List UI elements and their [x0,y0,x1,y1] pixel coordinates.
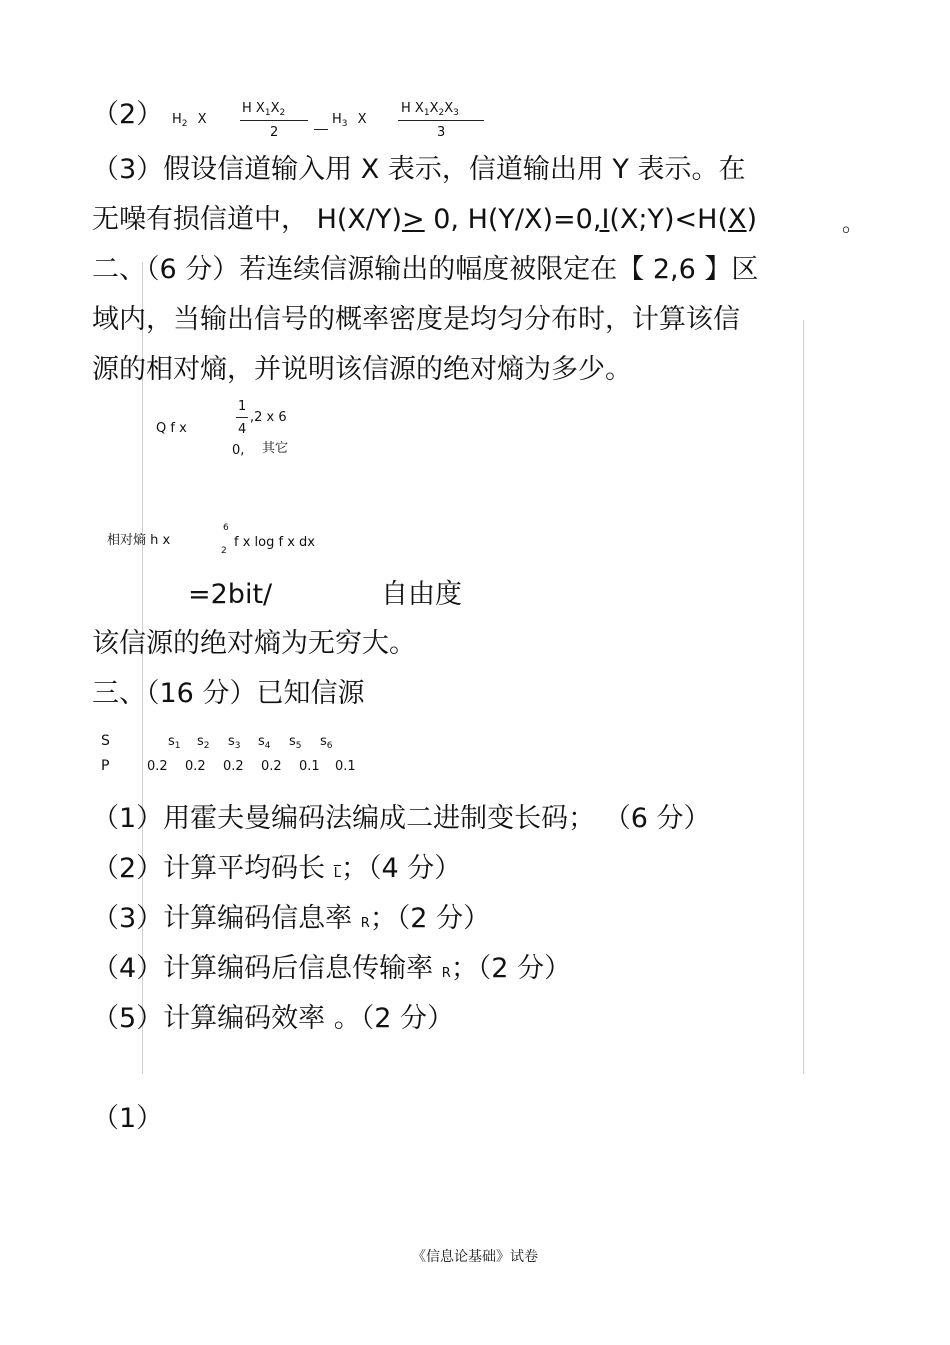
q2-integral-upper: 6 [223,523,229,533]
q3-item-5: （5）计算编码效率 。（2 分） [92,1003,455,1034]
q1-2-left-term: $H_2$ X [172,112,207,129]
q3-symbol: $s_4$ [258,734,271,751]
q1-2-frac1-bar [240,120,308,121]
q3-title: 三、（16 分）已知信源 [92,678,365,709]
q2-entropy-expression: f x log f x dx [234,535,315,550]
q1-2-frac1-numerator: H $X_1X_2$ [242,101,286,118]
q2-line3: 源的相对熵，并说明该信源的绝对熵为多少。 [92,354,632,385]
q3-symbol: $s_2$ [197,734,210,751]
q2-pdf-q: Q f x [156,421,187,436]
q2-line2: 域内，当输出信号的概率密度是均匀分布时，计算该信 [92,304,740,335]
q2-result-unit: 自由度 [381,579,462,610]
q3-probability: 0.2 [185,759,206,774]
q3-source-p-label: P [101,758,110,774]
q2-pdf-frac-bar [236,417,248,418]
q3-answer-label: （1） [92,1103,164,1134]
q1-2-mid-term: $H_3$ X [332,112,367,129]
q3-symbol: $s_1$ [168,734,181,751]
q3-item-1: （1）用霍夫曼编码法编成二进制变长码； （6 分） [92,803,711,834]
q3-symbol: $s_5$ [289,734,302,751]
q2-pdf-numerator: 1 [238,399,247,414]
q1-3-line2: 无噪有损信道中， H(X/Y)> 0, H(Y/X)=0,I(X;Y)<H(X) [92,204,758,235]
page-footer: 《信息论基础》试卷 [412,1249,538,1265]
q2-pdf-zero: 0, [232,443,245,458]
q3-symbol: $s_6$ [320,734,333,751]
q1-2-frac1-denominator: 2 [270,125,279,140]
q1-3-line1: （3）假设信道输入用 X 表示，信道输出用 Y 表示。在 [92,154,746,185]
q1-2-frac2-numerator: H $X_1X_2X_3$ [401,101,459,118]
q2-pdf-other: 其它 [262,441,289,456]
q3-item-2: （2）计算平均码长 $\overline{L}$；（4 分） [92,853,462,884]
q1-2-frac2-bar [398,120,484,121]
q2-integral-lower: 2 [221,546,227,556]
q3-probability: 0.1 [335,759,356,774]
q3-probability: 0.2 [261,759,282,774]
q2-result: =2bit/ [188,579,273,610]
q3-probability: 0.1 [299,759,320,774]
page-frame-right-line [803,320,804,1074]
q2-entropy-label: 相对熵 h x [107,533,171,548]
q2-absolute-entropy: 该信源的绝对熵为无穷大。 [92,628,416,659]
q1-2-frac2-denominator: 3 [437,125,446,140]
q3-item-4: （4）计算编码后信息传输率 R；（2 分） [92,953,572,984]
q3-probability: 0.2 [223,759,244,774]
q1-2-label: （2） [92,99,164,130]
q3-source-s-label: S [101,733,110,749]
q3-probability: 0.2 [147,759,168,774]
q3-symbol: $s_3$ [228,734,241,751]
q2-line1: 二、（6 分）若连续信源输出的幅度被限定在【 2,6 】区 [92,254,759,285]
q1-2-minus-sign [314,129,328,130]
q1-3-period: 。 [842,212,865,237]
q2-pdf-condition: ,2 x 6 [250,410,287,425]
q3-item-3: （3）计算编码信息率 R；（2 分） [92,903,491,934]
q2-pdf-denominator: 4 [238,422,247,437]
